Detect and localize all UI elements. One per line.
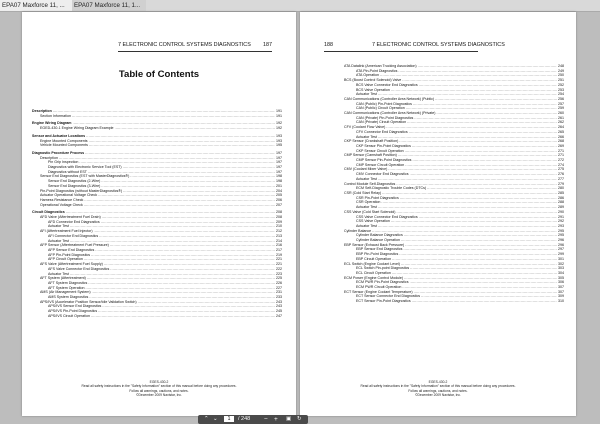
- toc-entry-page: 201: [276, 183, 282, 188]
- toc-entry-title: EBP Pin-Point Diagnostics: [356, 252, 399, 257]
- toc-entry-page: 243: [276, 299, 282, 304]
- toc-entry-page: 252: [558, 82, 564, 87]
- toc-entry-title: CKP Sensor Pin-Point Diagnostics: [356, 143, 411, 148]
- chevron-up-icon[interactable]: ⌃: [204, 416, 209, 422]
- toc-entry-page: 207: [276, 202, 282, 207]
- toc-entry-title: AFP Sensor End Diagnostics: [48, 247, 95, 252]
- toc-entry-page: 213: [276, 233, 282, 238]
- toc-entry-page: 306: [558, 280, 564, 285]
- page-number: 187: [263, 42, 272, 48]
- toc-title: Table of Contents: [118, 69, 200, 80]
- toc-leader-dots: [91, 314, 275, 319]
- toc-entry-page: 279: [558, 181, 564, 186]
- toc-entry-title: AMS System Diagnostics: [48, 295, 89, 300]
- toc-entry-title: Vehicle Mounted Components: [40, 143, 88, 148]
- toc-entry-page: 309: [558, 294, 564, 299]
- toc-entry-title: CAN Communications (Controller Area Network) (Public): [344, 96, 435, 101]
- footer-line: EGES-430-2: [149, 380, 169, 384]
- header-rule: [324, 51, 478, 52]
- zoom-in-icon[interactable]: +: [274, 416, 278, 423]
- toc-entry-title: CSR Pin-Point Diagnostics: [356, 195, 399, 200]
- toc-entry-title: CMP Sensor Pin-Point Diagnostics: [356, 158, 412, 163]
- toc-entry-title: AMS (Air Management System): [40, 290, 91, 295]
- toc-entry-page: 214: [276, 238, 282, 243]
- toc-entry-page: 247: [276, 313, 282, 318]
- toc-entry-title: Sensor End Diagnostics (EST with MasterDiagnostics®): [40, 174, 130, 179]
- toc-entry-title: AFT System Operation: [48, 285, 85, 290]
- toc-entry-title: AFP Circuit Operation: [48, 257, 83, 262]
- toc-entry-page: 262: [558, 120, 564, 125]
- toc-entry-title: Actuator Test: [48, 224, 69, 229]
- toc-entry-page: 271: [558, 153, 564, 158]
- toc-entry-page: 204: [276, 188, 282, 193]
- toc-entry-title: BCS Valve Connector End Diagnostics: [356, 82, 418, 87]
- toc-entry-page: 231: [276, 290, 282, 295]
- toc-entry-page: 310: [558, 299, 564, 304]
- toc-entry-title: Pin-Point Diagnostics (without MasterDiagnostics®): [40, 188, 123, 193]
- toc-entry-title: Actuator Test: [356, 176, 377, 181]
- toc-entry-page: 208: [276, 215, 282, 220]
- toc-entry-title: APS/IVS Circuit Operation: [48, 313, 90, 318]
- toc-entry-title: CAN (Public) Pin-Point Diagnostics: [356, 101, 412, 106]
- toc-entry-page: 254: [558, 92, 564, 97]
- toc-entry-page: 193: [276, 138, 282, 143]
- toc-entry-page: 243: [276, 304, 282, 309]
- tab-document-2[interactable]: EPA07 Maxforce 11, 1...: [72, 0, 146, 11]
- toc-entry-title: ECT Sensor (Engine Coolant Temperature): [344, 289, 413, 294]
- toc-entry-page: 289: [558, 205, 564, 210]
- toc-entry-title: ECT Sensor Pin-Point Diagnostics: [356, 299, 411, 304]
- toc-entry-page: 221: [276, 262, 282, 267]
- toc-entry-title: AFI Connector End Diagnostics: [48, 233, 99, 238]
- toc-entry-title: Actuator Test: [48, 238, 69, 243]
- toc-entry-title: CMV (Coolant Mixer Valve): [344, 167, 388, 172]
- toc-entry-page: 307: [558, 289, 564, 294]
- toc-entry-title: Harness Resistance Check: [40, 197, 84, 202]
- toc-entry-title: ECM Self-Diagnostic Trouble Codes (DTCs): [356, 186, 427, 191]
- toc-entry-title: Actuator Test: [356, 92, 377, 97]
- footer-line: ©December 2009 Navistar, Inc.: [415, 393, 461, 398]
- toc-entry-page: 217: [276, 247, 282, 252]
- toc-entry-title: ECM PWR Pin-Point Diagnostics: [356, 280, 409, 285]
- toc-entry-title: Actuator Test: [356, 134, 377, 139]
- toc-entry-page: 291: [558, 214, 564, 219]
- toc-entry-page: 225: [276, 276, 282, 281]
- toc-entry-page: 292: [558, 219, 564, 224]
- toc-entry-page: 285: [558, 190, 564, 195]
- toc-entry[interactable]: [32, 114, 282, 119]
- toc-entry-title: CAN (Public) Circuit Operation: [356, 106, 405, 111]
- toc-entry-title: Circuit Diagnostics: [32, 210, 65, 215]
- toc-entry-page: 192: [276, 121, 282, 126]
- footer-line: Read all safety instructions in the "Safety Information" section of this manual before doing any procedures.: [81, 384, 237, 389]
- toc-entry-title: BCS (Boost Control Solenoid) Valve: [344, 78, 402, 83]
- toc-entry-page: 198: [276, 174, 282, 179]
- toc-entry-page: 226: [276, 280, 282, 285]
- toc-entry-page: 299: [558, 252, 564, 257]
- toc-entry-page: 195: [276, 143, 282, 148]
- toc-entry-title: ATA Pin-Point Diagnostics: [356, 68, 398, 73]
- page-footer: [314, 380, 562, 398]
- toc-entry-page: 304: [558, 270, 564, 275]
- toc-entry-title: Actuator Operational Voltage Check: [40, 193, 98, 198]
- chapter-heading: 7 ELECTRONIC CONTROL SYSTEMS DIAGNOSTICS: [118, 42, 251, 48]
- fit-page-icon[interactable]: ▣: [286, 416, 292, 422]
- toc-entry-title: APS/IVS Pin-Point Diagnostics: [48, 309, 98, 314]
- toc-entry-page: 222: [276, 266, 282, 271]
- toc-entry-title: ECL Switch (Engine Coolant Level): [344, 261, 400, 266]
- toc-entry-title: CMV Connector End Diagnostics: [356, 172, 409, 177]
- toc-entry-page: 219: [276, 252, 282, 257]
- toc-entry-title: AFS Valve Connector End Diagnostics: [48, 266, 110, 271]
- toc-entry-page: 197: [276, 155, 282, 160]
- toc-entry-title: APS/IVS (Accelerator Position Sensor/Idle Validation Switch): [40, 299, 137, 304]
- toc-entry-title: Actuator Test: [356, 205, 377, 210]
- toc-list-right: [344, 64, 564, 304]
- toc-entry-page: 261: [558, 115, 564, 120]
- toc-entry-page: 288: [558, 200, 564, 205]
- toc-entry-page: 271: [558, 148, 564, 153]
- toc-entry-page: 245: [276, 309, 282, 314]
- toc-entry-page: 293: [558, 223, 564, 228]
- toc-entry-title: CFV Connector End Diagnostics: [356, 129, 408, 134]
- toc-entry-title: AFP Sensor (Aftertreatment Fuel Pressure): [40, 243, 109, 248]
- toc-entry-title: AFT System (Aftertreatment): [40, 276, 86, 281]
- toc-entry-page: 259: [558, 106, 564, 111]
- toc-entry-title: CMP Sensor Circuit Operation: [356, 162, 405, 167]
- toc-entry-title: Sensor and Actuator Locations: [32, 133, 86, 138]
- toc-entry-title: EBP Sensor (Exhaust Back Pressure): [344, 242, 405, 247]
- toc-entry-title: ECM PWR Circuit Operation: [356, 285, 402, 290]
- toc-entry-title: EBP Sensor End Diagnostics: [356, 247, 403, 252]
- toc-entry-page: 290: [558, 209, 564, 214]
- toc-entry[interactable]: [32, 314, 282, 319]
- toc-entry-page: 303: [558, 266, 564, 271]
- toc-entry-title: CSS Valve (Cold Start Solenoid): [344, 209, 396, 214]
- toc-entry-page: 198: [276, 179, 282, 184]
- toc-entry-page: 210: [276, 224, 282, 229]
- footer-line: Read all safety instructions in the "Safety Information" section of this manual before doing any procedures.: [360, 384, 516, 389]
- toc-entry-page: 286: [558, 195, 564, 200]
- toc-entry-title: Section Information: [40, 113, 71, 118]
- toc-entry-page: 251: [558, 78, 564, 83]
- toc-leader-dots: [115, 126, 275, 131]
- toc-entry-title: Actuator Test: [48, 271, 69, 276]
- toc-entry-page: 233: [276, 295, 282, 300]
- toc-entry-page: 249: [558, 68, 564, 73]
- toc-entry-page: 223: [276, 271, 282, 276]
- toc-entry-title: BCS Valve Operation: [356, 87, 390, 92]
- header-rule: [118, 51, 272, 52]
- toc-entry-page: 208: [276, 210, 282, 215]
- toc-entry-page: 209: [276, 219, 282, 224]
- toc-entry-title: Diagnostic Procedure Process: [32, 150, 85, 155]
- toc-entry-title: ECT Sensor Connector End Diagnostics: [356, 294, 421, 299]
- toc-entry[interactable]: [32, 143, 282, 148]
- toc-entry-title: AFS Valve (Aftertreatment Fuel Supply): [40, 262, 103, 267]
- page-navigation-toolbar: [198, 415, 308, 424]
- rotate-icon[interactable]: ↻: [297, 416, 302, 422]
- toc-entry-title: Cylinder Balance Diagnostics: [356, 233, 403, 238]
- toc-entry-page: 266: [558, 134, 564, 139]
- toc-entry-page: 274: [558, 162, 564, 167]
- footer-line: ©December 2009 Navistar, Inc.: [136, 393, 182, 398]
- toc-entry-page: 301: [558, 256, 564, 261]
- toc-entry-title: Diagnostics without EST: [48, 169, 87, 174]
- toc-entry-title: Actuator Test: [356, 223, 377, 228]
- toc-entry-page: 276: [558, 172, 564, 177]
- toc-entry-page: 268: [558, 139, 564, 144]
- zoom-out-icon[interactable]: −: [264, 416, 268, 423]
- toc-entry-page: 296: [558, 242, 564, 247]
- page-total: / 248: [238, 416, 251, 422]
- toc-entry-page: 305: [558, 275, 564, 280]
- toc-entry-title: Cylinder Balance: [344, 228, 372, 233]
- footer-line: Follow all warnings, cautions, and notes.: [408, 388, 468, 393]
- toc-entry-title: AFD Connector End Diagnostics: [48, 219, 100, 224]
- tab-document-1[interactable]: EPA07 Maxforce 11, ...: [0, 0, 73, 11]
- toc-leader-dots: [412, 299, 557, 304]
- toc-entry-page: 269: [558, 143, 564, 148]
- toc-entry-page: 197: [276, 169, 282, 174]
- page-footer: [36, 380, 282, 398]
- toc-entry-title: Cylinder Balance Operation: [356, 238, 400, 243]
- toc-entry-title: AFP Pin-Point Diagnostics: [48, 252, 91, 257]
- toc-entry-page: 295: [558, 228, 564, 233]
- toc-entry-title: Description: [32, 109, 52, 113]
- toc-entry[interactable]: [32, 203, 282, 208]
- toc-entry-title: CAN (Private) Pin-Point Diagnostics: [356, 115, 414, 120]
- toc-leader-dots: [84, 203, 275, 208]
- toc-entry-page: 265: [558, 129, 564, 134]
- toc-entry-title: APS/IVS Sensor End Diagnostics: [48, 304, 102, 309]
- toc-entry[interactable]: [344, 299, 564, 304]
- toc-entry-page: 193: [276, 133, 282, 138]
- toc-entry-title: AFI (Aftertreatment Fuel Injector): [40, 229, 93, 234]
- toc-entry-page: 295: [558, 233, 564, 238]
- toc-entry-title: CSR (Cold Start Relay): [344, 190, 382, 195]
- toc-entry-title: AFD Valve (Aftertreatment Fuel Drain): [40, 215, 101, 220]
- toc-entry-page: 272: [558, 158, 564, 163]
- toc-entry-page: 227: [276, 285, 282, 290]
- toc-entry-title: ECL Switch Pin-point Diagnostics: [356, 266, 410, 271]
- page-number-input[interactable]: 1: [224, 416, 234, 422]
- toc-entry-title: Sensor End Diagnostics (3-Wire): [48, 183, 101, 188]
- toc-entry-page: 280: [558, 186, 564, 191]
- toc-entry-title: Engine Wiring Diagram: [32, 121, 72, 126]
- toc-entry-page: 250: [558, 73, 564, 78]
- toc-entry-page: 277: [558, 176, 564, 181]
- toc-list-left: [32, 109, 282, 319]
- toc-entry-page: 275: [558, 167, 564, 172]
- toc-entry-page: 197: [276, 150, 282, 155]
- toc-entry-title: Control Module Self-Diagnostics: [344, 181, 396, 186]
- page-number: 188: [324, 42, 333, 48]
- toc-entry-title: CKP Sensor Circuit Operation: [356, 148, 404, 153]
- toc-entry-title: ECL Circuit Operation: [356, 270, 391, 275]
- toc-entry-page: 248: [558, 64, 564, 68]
- toc-entry-page: 302: [558, 261, 564, 266]
- toc-entry-title: Sensor End Diagnostics (2-Wire): [48, 179, 101, 184]
- toc-leader-dots: [72, 114, 275, 119]
- toc-entry-title: EBP Circuit Operation: [356, 256, 392, 261]
- toc-entry-page: 307: [558, 285, 564, 290]
- toc-entry-page: 256: [558, 96, 564, 101]
- toc-entry-page: 192: [276, 126, 282, 131]
- toc-entry-page: 191: [276, 109, 282, 113]
- toc-entry-title: Engine Mounted Components: [40, 138, 88, 143]
- pdf-page-left: [22, 12, 296, 416]
- toc-entry[interactable]: [32, 126, 282, 131]
- toc-entry-page: 216: [276, 243, 282, 248]
- toc-entry-title: ATA Datalink (American Trucking Association): [344, 64, 417, 68]
- footer-line: Follow all warnings, cautions, and notes.: [129, 388, 189, 393]
- toc-entry-page: 212: [276, 229, 282, 234]
- toc-entry-page: 297: [558, 247, 564, 252]
- toc-entry-page: 206: [276, 197, 282, 202]
- toc-leader-dots: [89, 143, 275, 148]
- pdf-page-right: [300, 12, 576, 416]
- toc-entry-title: CSS Valve Connector End Diagnostics: [356, 214, 418, 219]
- toc-entry-title: AFT System Diagnostics: [48, 280, 88, 285]
- toc-entry-page: 264: [558, 125, 564, 130]
- toc-entry-title: ECM Power (Engine Control Module): [344, 275, 404, 280]
- toc-entry-title: EGED-430-1 Engine Wiring Diagram Example: [40, 126, 114, 131]
- toc-entry-page: 221: [276, 257, 282, 262]
- toc-entry-title: ATA Operation: [356, 73, 380, 78]
- toc-entry-title: CSR Operation: [356, 200, 381, 205]
- chapter-heading: 7 ELECTRONIC CONTROL SYSTEMS DIAGNOSTICS: [372, 42, 505, 48]
- toc-entry-title: Description: [40, 155, 58, 160]
- toc-entry-page: 260: [558, 111, 564, 116]
- toc-entry-title: CMP Sensor (Camshaft Position): [344, 153, 397, 158]
- toc-entry-page: 197: [276, 165, 282, 170]
- toc-entry-title: CSS Valve Operation: [356, 219, 390, 224]
- toc-entry-title: Diagnostics with Electronic Service Tool (EST): [48, 165, 122, 170]
- toc-entry-page: 205: [276, 193, 282, 198]
- toc-entry-title: Pin Grip Inspection: [48, 160, 79, 165]
- tab-bar: [0, 0, 600, 12]
- chevron-down-icon[interactable]: ⌄: [213, 416, 218, 422]
- toc-entry-page: 191: [276, 113, 282, 118]
- toc-entry-page: 296: [558, 238, 564, 243]
- toc-entry-title: CFV (Coolant Flow Valve): [344, 125, 386, 130]
- footer-line: EGES-430-2: [428, 380, 448, 384]
- toc-entry-title: CAN (Private) Circuit Operation: [356, 120, 407, 125]
- toc-entry-title: CKP Sensor (Crankshaft Position): [344, 139, 399, 144]
- toc-entry-page: 257: [558, 101, 564, 106]
- toc-entry-title: CAN Communications (Controller Area Network) (Private): [344, 111, 436, 116]
- toc-entry-page: 253: [558, 87, 564, 92]
- toc-entry-page: 197: [276, 160, 282, 165]
- toc-entry-title: Operational Voltage Check: [40, 202, 83, 207]
